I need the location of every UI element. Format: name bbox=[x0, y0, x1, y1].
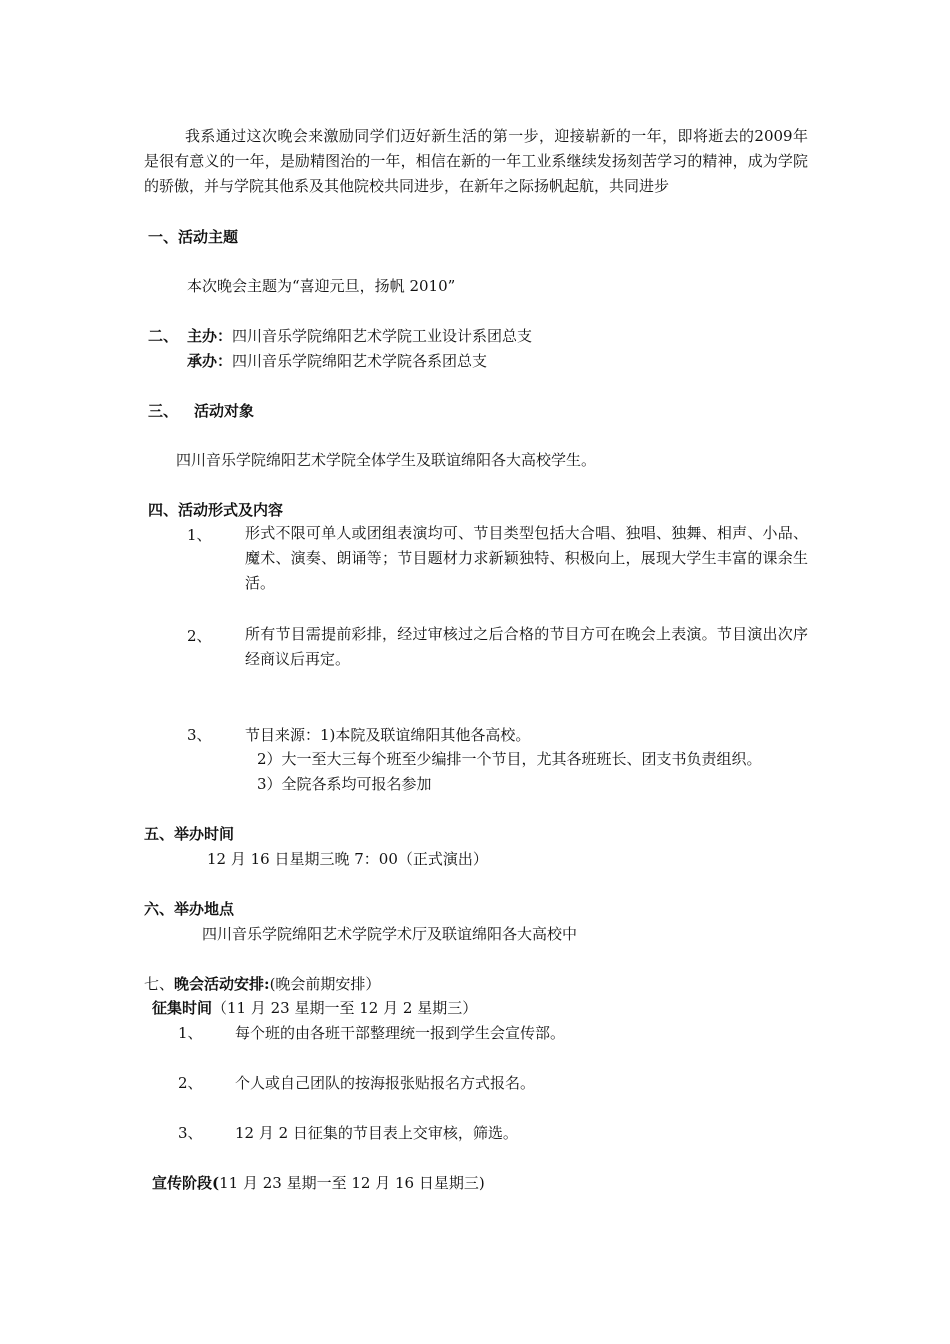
section-6-heading: 六、举办地点 bbox=[144, 900, 235, 918]
section-4-item-1-text: 形式不限可单人或团组表演均可、节目类型包括大合唱、独唱、独舞、相声、小品、魔术、演奏、朗诵等；节目题材力求新颖独特、积极向上，展现大学生丰富的课余生活。 bbox=[245, 524, 808, 592]
section-4-item-1-number: 1、 bbox=[187, 526, 212, 544]
section-7-note: (晚会前期安排） bbox=[269, 975, 381, 993]
section-4-subitem-3: 3）全院各系均可报名参加 bbox=[257, 775, 432, 793]
section-4-heading: 四、活动形式及内容 bbox=[148, 501, 284, 519]
collection-label: 征集时间 bbox=[152, 999, 213, 1017]
promotion-dates: 11 月 23 星期一至 12 月 16 日星期三) bbox=[219, 1174, 485, 1192]
section-3-number: 三、 bbox=[148, 402, 179, 420]
host-label: 主办： bbox=[187, 327, 233, 345]
section-4-item-2-text: 所有节目需提前彩排，经过审核过之后合格的节目方可在晚会上表演。节目演出次序经商议后再定。 bbox=[245, 625, 808, 668]
section-2-number: 二、 bbox=[148, 327, 179, 345]
section-7-item-3-text: 12 月 2 日征集的节目表上交审核，筛选。 bbox=[235, 1124, 518, 1142]
section-6-body: 四川音乐学院绵阳艺术学院学术厅及联谊绵阳各大高校中 bbox=[202, 925, 578, 943]
section-4-item-3-number: 3、 bbox=[187, 726, 212, 744]
section-5-heading: 五、举办时间 bbox=[144, 825, 235, 843]
section-3-heading: 活动对象 bbox=[194, 402, 255, 420]
collection-period bbox=[152, 998, 477, 1018]
section-7-title: 晚会活动安排: bbox=[174, 975, 270, 993]
section-7-item-1-text: 每个班的由各班干部整理统一报到学生会宣传部。 bbox=[235, 1024, 566, 1042]
section-4-item-2-number: 2、 bbox=[187, 627, 212, 645]
section-7-item-3-number: 3、 bbox=[178, 1124, 203, 1142]
section-2-host bbox=[187, 326, 532, 346]
section-5-body: 12 月 16 日星期三晚 7：00（正式演出） bbox=[207, 850, 488, 868]
section-7-number: 七、 bbox=[144, 975, 175, 993]
section-1-body: 本次晚会主题为“喜迎元旦，扬帆 2010” bbox=[187, 277, 456, 295]
section-4-item-3-text: 节目来源：1)本院及联谊绵阳其他各高校。 bbox=[245, 726, 531, 744]
section-4-subitem-2: 2）大一至大三每个班至少编排一个节目，尤其各班班长、团支书负责组织。 bbox=[257, 750, 762, 768]
section-7-item-2-number: 2、 bbox=[178, 1074, 203, 1092]
collection-dates: （11 月 23 星期一至 12 月 2 星期三） bbox=[212, 999, 478, 1017]
organizer-label: 承办： bbox=[187, 352, 233, 370]
host-value: 四川音乐学院绵阳艺术学院工业设计系团总支 bbox=[232, 327, 533, 345]
intro-paragraph bbox=[144, 124, 808, 199]
section-7-heading bbox=[144, 974, 380, 994]
section-7-item-1-number: 1、 bbox=[178, 1024, 203, 1042]
section-1-heading: 一、活动主题 bbox=[148, 228, 239, 246]
organizer-value: 四川音乐学院绵阳艺术学院各系团总支 bbox=[232, 352, 488, 370]
section-2-organizer bbox=[187, 351, 487, 371]
promotion-label: 宣传阶段( bbox=[152, 1174, 220, 1192]
promotion-period bbox=[152, 1173, 485, 1193]
section-7-item-2-text: 个人或自己团队的按海报张贴报名方式报名。 bbox=[235, 1074, 536, 1092]
section-3-body: 四川音乐学院绵阳艺术学院全体学生及联谊绵阳各大高校学生。 bbox=[176, 451, 597, 469]
intro-text: 我系通过这次晚会来激励同学们迈好新生活的第一步，迎接崭新的一年，即将逝去的2009年是很有意义的一年，是励精图治的一年，相信在新的一年工业系继续发扬刻苦学习的精神，成为学院的骄傲，并与学院其他系及其他院校共同进步，在新年之际扬帆起航，共同进步 bbox=[144, 127, 808, 195]
